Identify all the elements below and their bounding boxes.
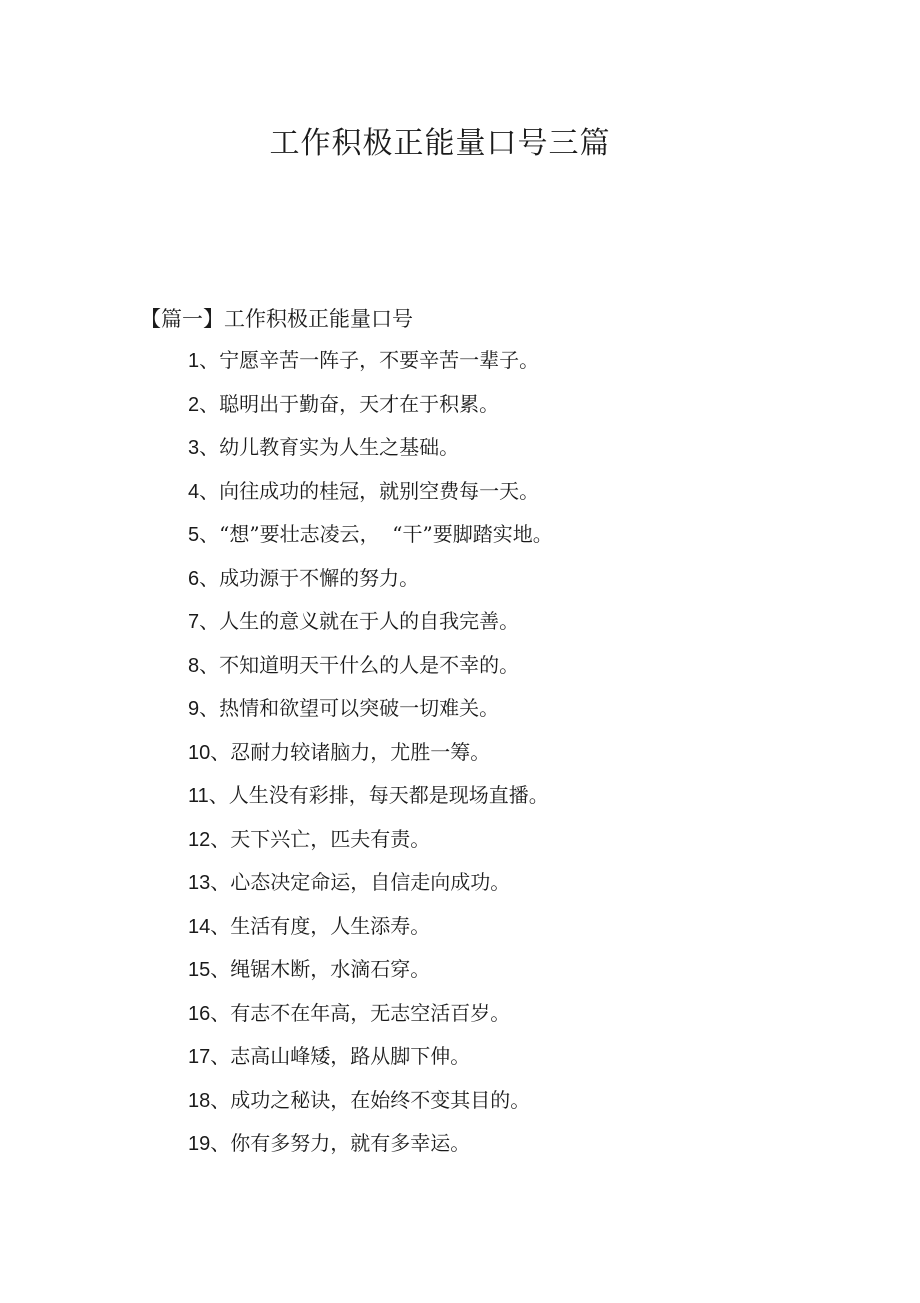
item-number: 3 [188, 437, 200, 459]
item-text: 、志高山峰矮，路从脚下伸。 [210, 1044, 471, 1068]
list-item [188, 906, 553, 950]
item-text: 、幼儿教育实为人生之基础。 [199, 435, 460, 459]
list-item [188, 514, 553, 558]
item-number: 10 [188, 741, 211, 764]
list-item [188, 340, 553, 384]
list-item [188, 993, 553, 1037]
list-item [188, 1080, 553, 1124]
list-item [188, 645, 553, 689]
item-number: 15 [188, 959, 211, 981]
item-number: 8 [188, 654, 200, 677]
item-number: 17 [188, 1046, 211, 1068]
item-number: 11 [188, 785, 209, 807]
page-title: 工作积极正能量口号三篇 [269, 126, 611, 161]
item-text: 、不知道明天干什么的人是不幸的。 [199, 652, 520, 677]
list-item [188, 949, 553, 993]
list-item [188, 732, 553, 776]
item-number: 5 [188, 524, 200, 546]
item-number: 13 [188, 872, 211, 894]
list-item [188, 1036, 553, 1080]
item-text: 、绳锯木断，水滴石穿。 [210, 957, 431, 981]
item-number: 4 [188, 480, 200, 503]
item-text: 、心态决定命运，自信走向成功。 [210, 870, 511, 894]
item-number: 19 [188, 1133, 211, 1155]
section-heading: 【篇一】工作积极正能量口号 [140, 307, 413, 331]
list-item [188, 819, 553, 863]
item-number: 6 [188, 567, 200, 590]
item-number: 18 [188, 1089, 211, 1112]
item-number: 7 [188, 611, 200, 633]
item-text: 、成功之秘诀，在始终不变其目的。 [210, 1087, 531, 1112]
list-item [188, 862, 553, 906]
list-item [188, 775, 553, 819]
item-number: 12 [188, 828, 211, 851]
item-number: 14 [188, 915, 211, 938]
item-text: 、热情和欲望可以突破一切难关。 [199, 696, 500, 720]
item-text: 、“想”要壮志凌云， “干”要脚踏实地。 [199, 522, 553, 546]
item-text: 、有志不在年高，无志空活百岁。 [210, 1000, 511, 1025]
list-item [188, 384, 553, 428]
item-number: 1 [188, 350, 200, 372]
list-item [188, 1123, 553, 1167]
item-text: 、向往成功的桂冠，就别空费每一天。 [199, 478, 540, 503]
item-number: 9 [188, 698, 200, 720]
list-item [188, 471, 553, 515]
item-number: 16 [188, 1002, 211, 1025]
item-text: 、忍耐力较诸脑力，尤胜一筹。 [210, 739, 491, 764]
slogan-list [188, 340, 553, 1167]
item-text: 、成功源于不懈的努力。 [199, 565, 420, 590]
list-item [188, 601, 553, 645]
item-text: 、聪明出于勤奋，天才在于积累。 [199, 391, 500, 416]
list-item [188, 558, 553, 602]
item-text: 、宁愿辛苦一阵子，不要辛苦一辈子。 [199, 348, 540, 372]
list-item [188, 688, 553, 732]
item-text: 、人生没有彩排，每天都是现场直播。 [208, 783, 549, 807]
list-item [188, 427, 553, 471]
item-text: 、生活有度，人生添寿。 [210, 913, 431, 938]
item-number: 2 [188, 393, 200, 416]
item-text: 、天下兴亡，匹夫有责。 [210, 826, 431, 851]
item-text: 、人生的意义就在于人的自我完善。 [199, 609, 520, 633]
item-text: 、你有多努力，就有多幸运。 [210, 1131, 471, 1155]
